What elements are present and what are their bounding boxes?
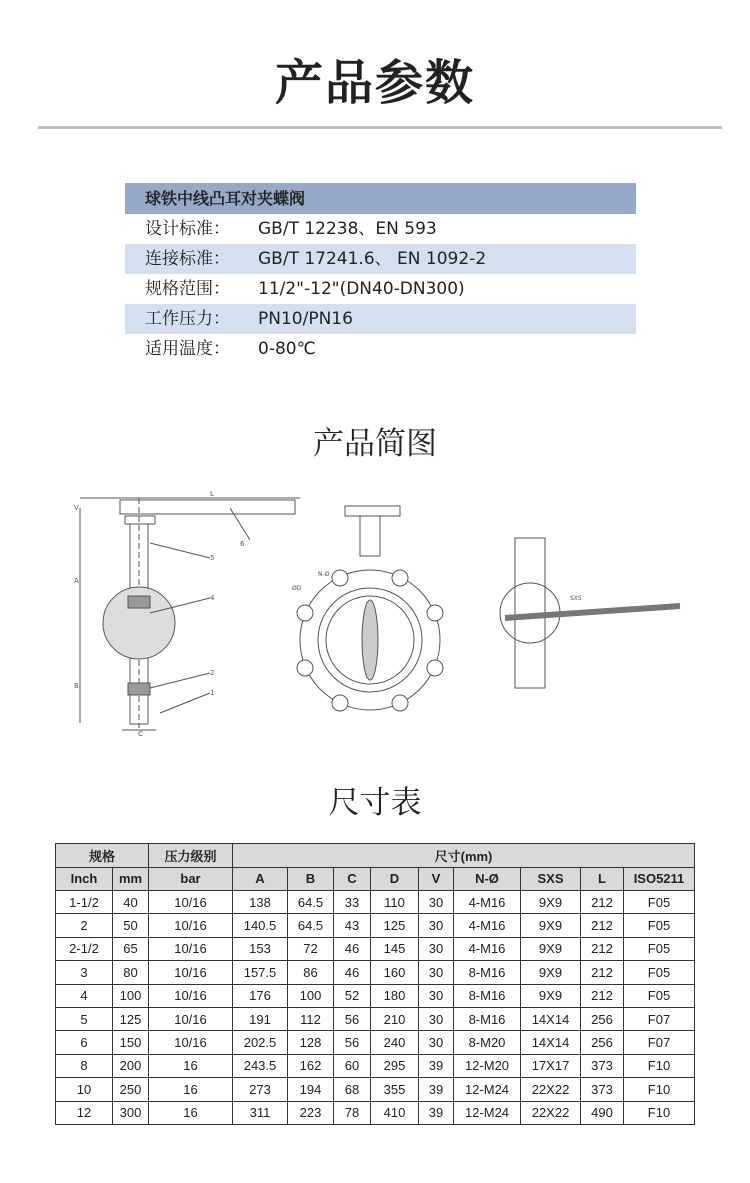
table-cell: 145: [371, 937, 419, 960]
dimension-table: [55, 843, 695, 1125]
spec-block: [125, 183, 636, 364]
table-cell: 39: [419, 1054, 454, 1077]
table-cell: 10/16: [149, 891, 233, 914]
table-cell: 30: [419, 961, 454, 984]
spec-value: 11/2"-12"(DN40-DN300): [258, 279, 465, 299]
spec-row: [125, 214, 636, 244]
table-cell: 10/16: [149, 1031, 233, 1054]
table-cell: F07: [624, 1007, 695, 1030]
table-cell: 300: [113, 1101, 149, 1124]
table-row: [56, 961, 695, 984]
table-cell: 12: [56, 1101, 113, 1124]
table-cell: 162: [288, 1054, 334, 1077]
table-row: [56, 1101, 695, 1124]
table-cell: 212: [581, 891, 624, 914]
column-header: N-Ø: [454, 867, 521, 891]
table-cell: 110: [371, 891, 419, 914]
table-row: [56, 984, 695, 1007]
table-cell: 112: [288, 1007, 334, 1030]
table-cell: F07: [624, 1031, 695, 1054]
table-row: [56, 1007, 695, 1030]
table-cell: F05: [624, 961, 695, 984]
table-cell: 43: [334, 914, 371, 937]
label-6: 6: [240, 540, 245, 548]
spec-key: 工作压力：: [145, 309, 230, 329]
label-b: B: [74, 682, 79, 690]
spec-key: 规格范围：: [145, 279, 230, 299]
table-cell: 180: [371, 984, 419, 1007]
table-row: [56, 937, 695, 960]
label-l: L: [210, 490, 214, 498]
table-row: [56, 1031, 695, 1054]
table-cell: 64.5: [288, 914, 334, 937]
table-cell: 4: [56, 984, 113, 1007]
table-cell: 14X14: [521, 1031, 581, 1054]
column-header: mm: [113, 867, 149, 891]
table-cell: 2-1/2: [56, 937, 113, 960]
table-cell: F10: [624, 1054, 695, 1077]
table-cell: 4-M16: [454, 914, 521, 937]
table-cell: 212: [581, 961, 624, 984]
label-d: ØD: [292, 585, 302, 592]
table-cell: 100: [113, 984, 149, 1007]
page-title: 产品参数: [274, 55, 475, 111]
table-cell: 78: [334, 1101, 371, 1124]
spec-key: 设计标准：: [145, 219, 230, 239]
table-cell: 72: [288, 937, 334, 960]
table-cell: 30: [419, 1031, 454, 1054]
table-cell: 65: [113, 937, 149, 960]
table-cell: 191: [233, 1007, 288, 1030]
front-view-drawing: [292, 506, 443, 711]
table-cell: 8-M20: [454, 1031, 521, 1054]
column-header: V: [419, 867, 454, 891]
table-cell: 56: [334, 1031, 371, 1054]
table-cell: 125: [371, 914, 419, 937]
table-title: 尺寸表: [328, 785, 422, 821]
table-cell: 9X9: [521, 961, 581, 984]
spec-value: 0-80℃: [258, 339, 316, 359]
table-cell: 9X9: [521, 937, 581, 960]
column-header: L: [581, 867, 624, 891]
table-cell: 157.5: [233, 961, 288, 984]
table-cell: 176: [233, 984, 288, 1007]
table-cell: 2: [56, 914, 113, 937]
table-cell: 256: [581, 1031, 624, 1054]
label-c: C: [138, 730, 143, 738]
table-cell: 10/16: [149, 914, 233, 937]
column-header: A: [233, 867, 288, 891]
side-view-drawing: [74, 490, 300, 738]
table-cell: 212: [581, 914, 624, 937]
table-cell: 12-M24: [454, 1101, 521, 1124]
table-cell: F05: [624, 937, 695, 960]
table-cell: F10: [624, 1078, 695, 1101]
table-cell: 22X22: [521, 1078, 581, 1101]
column-header: C: [334, 867, 371, 891]
table-cell: 128: [288, 1031, 334, 1054]
table-cell: 194: [288, 1078, 334, 1101]
table-cell: 125: [113, 1007, 149, 1030]
column-header: ISO5211: [624, 867, 695, 891]
table-cell: F05: [624, 984, 695, 1007]
column-header: B: [288, 867, 334, 891]
table-cell: 311: [233, 1101, 288, 1124]
table-cell: 12-M20: [454, 1054, 521, 1077]
table-cell: 9X9: [521, 984, 581, 1007]
spec-value: PN10/PN16: [258, 309, 353, 329]
group-dimensions: 尺寸(mm): [233, 844, 695, 868]
table-cell: 4-M16: [454, 937, 521, 960]
table-cell: 12-M24: [454, 1078, 521, 1101]
table-cell: 160: [371, 961, 419, 984]
table-cell: 39: [419, 1101, 454, 1124]
table-cell: F10: [624, 1101, 695, 1124]
column-header: bar: [149, 867, 233, 891]
table-cell: 9X9: [521, 891, 581, 914]
table-cell: 16: [149, 1054, 233, 1077]
table-cell: 3: [56, 961, 113, 984]
group-spec: 规格: [56, 844, 149, 868]
diagram-title: 产品简图: [313, 426, 437, 462]
table-cell: 250: [113, 1078, 149, 1101]
table-cell: 100: [288, 984, 334, 1007]
table-cell: 490: [581, 1101, 624, 1124]
table-cell: 40: [113, 891, 149, 914]
group-pressure: 压力级别: [149, 844, 233, 868]
table-cell: 295: [371, 1054, 419, 1077]
spec-row: [125, 274, 636, 304]
table-cell: 4-M16: [454, 891, 521, 914]
spec-row: [125, 304, 636, 334]
table-row: [56, 1054, 695, 1077]
table-cell: 52: [334, 984, 371, 1007]
table-cell: 223: [288, 1101, 334, 1124]
table-cell: 273: [233, 1078, 288, 1101]
table-cell: 212: [581, 937, 624, 960]
top-view-drawing: [500, 538, 680, 688]
column-header: Inch: [56, 867, 113, 891]
table-cell: 256: [581, 1007, 624, 1030]
table-cell: 140.5: [233, 914, 288, 937]
table-cell: 200: [113, 1054, 149, 1077]
table-cell: 56: [334, 1007, 371, 1030]
table-cell: 30: [419, 914, 454, 937]
table-cell: 243.5: [233, 1054, 288, 1077]
table-cell: 410: [371, 1101, 419, 1124]
table-cell: 64.5: [288, 891, 334, 914]
label-4: 4: [210, 594, 215, 602]
table-cell: 8-M16: [454, 1007, 521, 1030]
valve-drawings: [60, 488, 700, 738]
table-cell: 373: [581, 1078, 624, 1101]
table-cell: 39: [419, 1078, 454, 1101]
spec-row: [125, 244, 636, 274]
table-cell: 150: [113, 1031, 149, 1054]
table-cell: 138: [233, 891, 288, 914]
table-cell: F05: [624, 891, 695, 914]
table-cell: 1-1/2: [56, 891, 113, 914]
table-cell: 46: [334, 961, 371, 984]
table-cell: 17X17: [521, 1054, 581, 1077]
table-row: [56, 891, 695, 914]
spec-key: 适用温度：: [145, 339, 230, 359]
spec-value: GB/T 17241.6、 EN 1092-2: [258, 249, 487, 269]
column-header: SXS: [521, 867, 581, 891]
table-row: [56, 914, 695, 937]
label-a: A: [74, 577, 79, 585]
table-cell: 80: [113, 961, 149, 984]
table-cell: 202.5: [233, 1031, 288, 1054]
table-cell: 355: [371, 1078, 419, 1101]
label-2: 2: [210, 669, 215, 677]
table-cell: 212: [581, 984, 624, 1007]
table-row: [56, 1078, 695, 1101]
table-cell: F05: [624, 914, 695, 937]
label-n: N-Ø: [318, 571, 330, 578]
table-cell: 60: [334, 1054, 371, 1077]
table-cell: 240: [371, 1031, 419, 1054]
table-cell: 5: [56, 1007, 113, 1030]
label-5: 5: [210, 554, 215, 562]
table-cell: 46: [334, 937, 371, 960]
table-cell: 86: [288, 961, 334, 984]
label-1: 1: [210, 689, 215, 697]
table-cell: 30: [419, 891, 454, 914]
table-cell: 8-M16: [454, 984, 521, 1007]
table-cell: 9X9: [521, 914, 581, 937]
table-cell: 10/16: [149, 1007, 233, 1030]
table-cell: 30: [419, 984, 454, 1007]
spec-row: [125, 334, 636, 364]
table-cell: 210: [371, 1007, 419, 1030]
table-cell: 10/16: [149, 937, 233, 960]
table-cell: 10/16: [149, 984, 233, 1007]
table-cell: 10: [56, 1078, 113, 1101]
table-cell: 8: [56, 1054, 113, 1077]
column-header: D: [371, 867, 419, 891]
table-cell: 30: [419, 1007, 454, 1030]
table-cell: 33: [334, 891, 371, 914]
table-cell: 30: [419, 937, 454, 960]
table-cell: 373: [581, 1054, 624, 1077]
divider: [38, 126, 722, 129]
table-cell: 153: [233, 937, 288, 960]
table-cell: 14X14: [521, 1007, 581, 1030]
table-cell: 6: [56, 1031, 113, 1054]
table-cell: 50: [113, 914, 149, 937]
table-cell: 8-M16: [454, 961, 521, 984]
table-cell: 68: [334, 1078, 371, 1101]
table-cell: 10/16: [149, 961, 233, 984]
label-sxs: SXS: [570, 595, 582, 602]
spec-header: 球铁中线凸耳对夹蝶阀: [125, 183, 636, 214]
table-cell: 22X22: [521, 1101, 581, 1124]
label-v: V: [74, 504, 79, 512]
table-cell: 16: [149, 1101, 233, 1124]
spec-key: 连接标准：: [145, 249, 230, 269]
table-cell: 16: [149, 1078, 233, 1101]
spec-value: GB/T 12238、EN 593: [258, 219, 437, 239]
